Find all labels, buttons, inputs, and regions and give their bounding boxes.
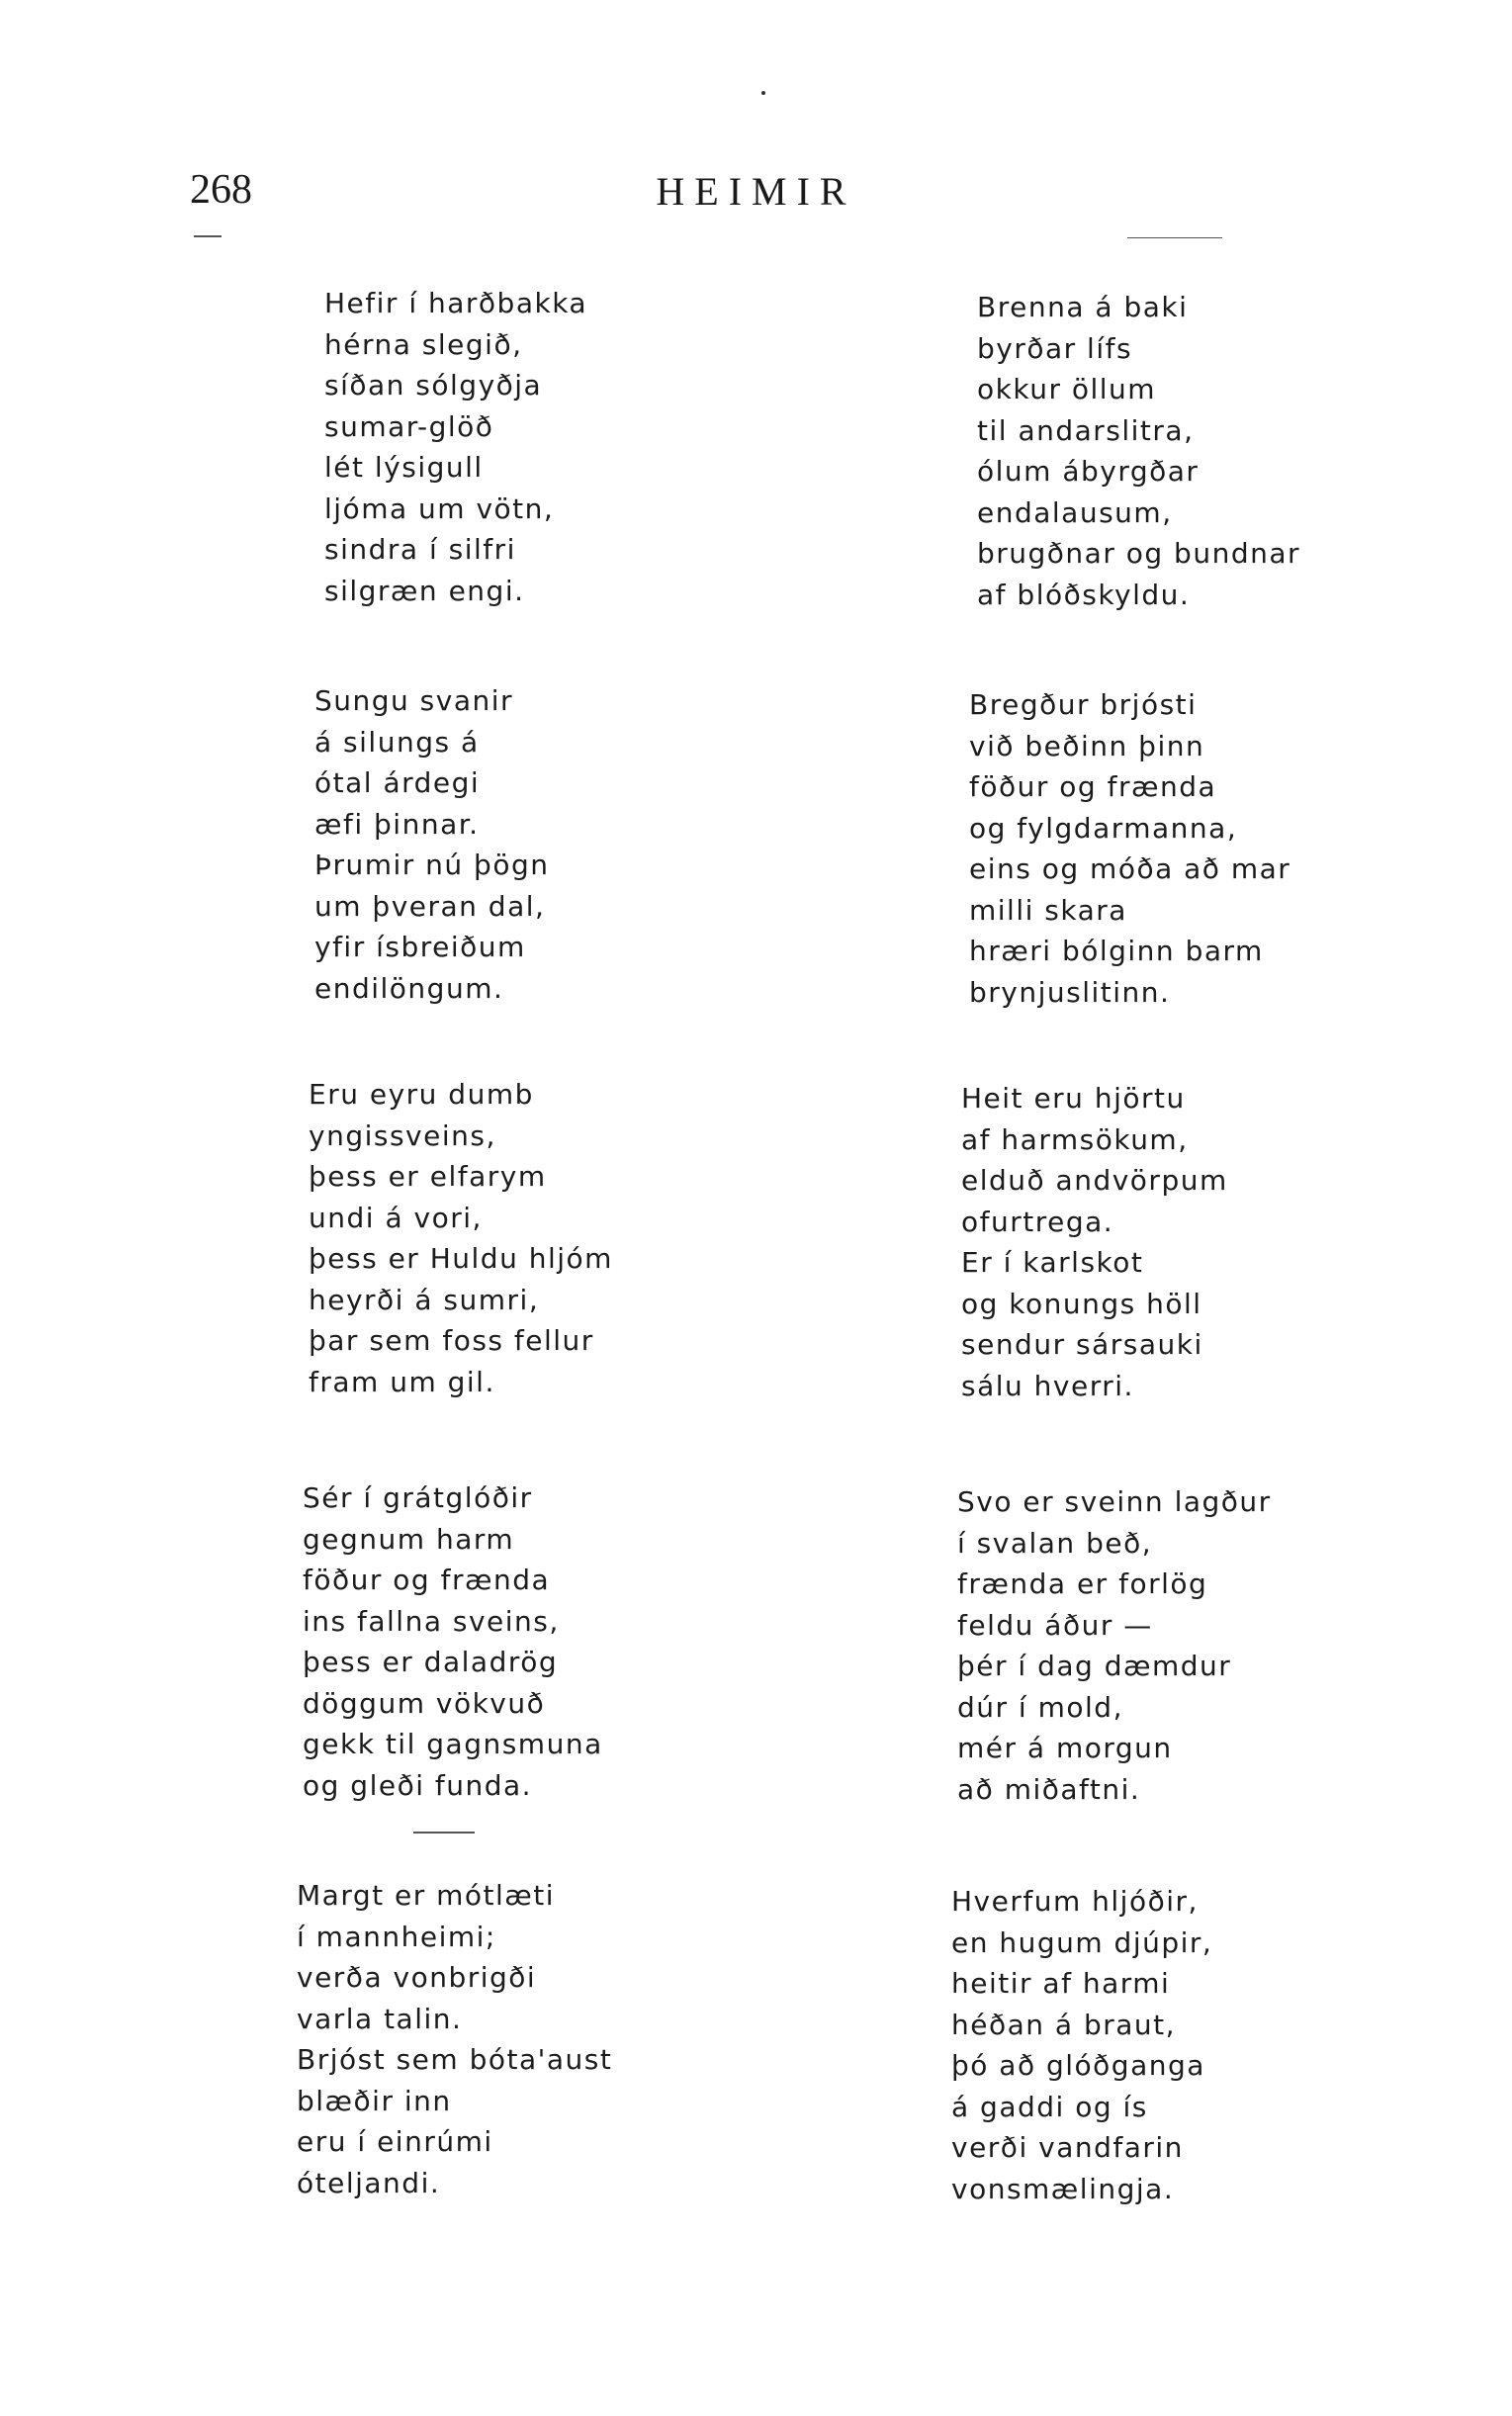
verse-line: okkur öllum [977,373,1157,405]
verse-line: silgræn engi. [324,574,525,607]
verse-line: að miðaftni. [957,1772,1141,1806]
verse-line: á gaddi og ís [951,2090,1148,2123]
verse-line: verði vandfarin [951,2131,1184,2164]
verse-line: Margt er mótlæti [297,1879,556,1912]
verse-line: æfi þinnar. [314,807,480,841]
verse-line: Brenna á baki [977,291,1189,323]
verse-line: brugðnar og bundnar [977,537,1301,570]
verse-line: þar sem foss fellur [309,1324,594,1357]
verse-line: en hugum djúpir, [951,1925,1213,1959]
verse-line: blæðir inn [297,2084,452,2117]
header-rule-left [194,235,222,237]
verse-line: föður og frænda [303,1564,551,1596]
section-divider [413,1832,475,1834]
verse-line: og konungs höll [961,1287,1202,1320]
verse-line: þó að glóðganga [951,2049,1205,2082]
verse-line: þess er Huldu hljóm [309,1242,613,1275]
verse-line: Brjóst sem bóta'aust [297,2043,613,2076]
verse-line: föður og frænda [969,770,1217,803]
verse-line: Sungu svanir [314,684,514,717]
verse-line: Svo er sveinn lagður [957,1485,1272,1518]
verse-line: og gleði funda. [303,1768,533,1802]
verse-line: við beðinn þinn [969,729,1205,762]
stanza-3 [314,680,549,1009]
verse-line: heyrði á sumri, [309,1283,540,1316]
print-speck [761,91,765,95]
page-number: 268 [190,167,252,213]
verse-line: endilöngum. [314,971,504,1005]
verse-line: á silungs á [314,725,480,759]
stanza-10 [951,1881,1212,2209]
verse-line: hérna slegið, [324,327,523,361]
verse-line: óteljandi. [297,2166,441,2199]
verse-line: Hefir í harðbakka [324,287,588,319]
verse-line: sendur sársauki [961,1328,1203,1361]
stanza-4 [969,684,1290,1013]
verse-line: varla talin. [297,2002,463,2035]
verse-line: ins fallna sveins, [303,1604,560,1638]
verse-line: ljóma um vötn, [324,492,555,525]
verse-line: fram um gil. [309,1365,495,1398]
verse-line: þér í dag dæmdur [957,1650,1232,1682]
verse-line: endalausum, [977,495,1173,529]
verse-line: yfir ísbreiðum [314,931,526,963]
verse-line: Hverfum hljóðir, [951,1885,1199,1918]
verse-line: og fylgdarmanna, [969,811,1238,845]
verse-line: byrðar lífs [977,331,1133,365]
verse-line: gekk til gagnsmuna [303,1728,603,1760]
verse-line: Heit eru hjörtu [961,1082,1186,1115]
verse-line: brynjuslitinn. [969,975,1171,1009]
stanza-9 [297,1875,612,2203]
verse-line: Þrumir nú þögn [314,849,550,881]
stanza-2 [977,287,1300,615]
verse-line: dúr í mold, [957,1690,1123,1724]
verse-line: héðan á braut, [951,2008,1177,2041]
verse-line: gegnum harm [303,1522,515,1556]
verse-line: Er í karlskot [961,1246,1144,1279]
verse-line: frænda er forlög [957,1567,1208,1600]
stanza-5 [309,1074,613,1402]
verse-line: verða vonbrigði [297,1961,537,1994]
verse-line: þess er elfarym [309,1160,547,1193]
verse-line: til andarslitra, [977,413,1195,447]
verse-line: yngissveins, [309,1119,496,1152]
verse-line: mér á morgun [957,1732,1173,1764]
verse-line: undi á vori, [309,1201,483,1234]
verse-line: Sér í grátglóðir [303,1481,533,1514]
verse-line: ólum ábyrgðar [977,455,1200,488]
verse-line: lét lýsigull [324,451,484,484]
verse-line: Eru eyru dumb [309,1078,534,1111]
verse-line: ofurtrega. [961,1205,1114,1238]
verse-line: elduð andvörpum [961,1164,1228,1197]
verse-line: eins og móða að mar [969,852,1291,885]
verse-line: síðan sólgyðja [324,369,543,402]
stanza-8 [957,1481,1272,1810]
verse-line: sindra í silfri [324,533,516,566]
header-rule-right [1127,237,1222,238]
verse-line: milli skara [969,893,1127,927]
verse-line: um þveran dal, [314,889,546,923]
verse-line: Bregður brjósti [969,688,1198,721]
stanza-1 [324,283,587,611]
verse-line: í mannheimi; [297,1920,496,1953]
verse-line: af harmsökum, [961,1122,1189,1156]
verse-line: þess er daladrög [303,1646,559,1678]
stanza-6 [961,1078,1228,1406]
verse-line: í svalan beð, [957,1526,1153,1560]
stanza-7 [303,1477,603,1806]
verse-line: heitir af harmi [951,1967,1171,2000]
verse-line: vonsmælingja. [951,2172,1175,2205]
verse-line: ótal árdegi [314,766,481,799]
verse-line: hræri bólginn barm [969,935,1264,967]
verse-line: sumar-glöð [324,409,494,443]
verse-line: af blóðskyldu. [977,578,1191,611]
verse-line: sálu hverri. [961,1369,1134,1402]
verse-line: döggum vökvuð [303,1686,546,1720]
running-title: HEIMIR [656,169,856,214]
verse-line: eru í einrúmi [297,2125,493,2158]
verse-line: feldu áður — [957,1608,1153,1642]
